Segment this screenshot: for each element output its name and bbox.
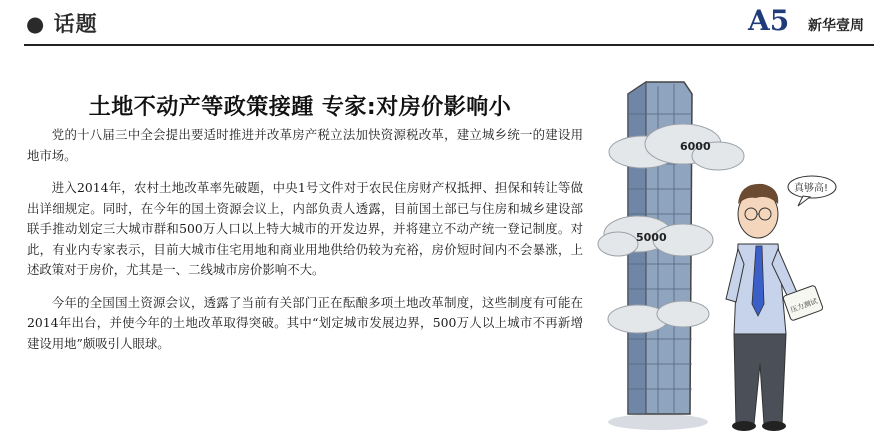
label-lower: 5000 [636, 231, 667, 244]
header-rule [24, 44, 874, 46]
label-upper: 6000 [680, 140, 711, 153]
speech-bubble [788, 176, 836, 206]
page-number: A5 [748, 4, 790, 37]
publication-name: 新华壹周 [808, 18, 864, 34]
paper-text: 压力测试 [789, 297, 819, 315]
article-paragraph-1: 党的十八届三中全会提出要适时推进并改革房产税立法加快资源税改革，建立城乡统一的建设用地市场。 [27, 127, 583, 163]
article-paragraph-2: 进入2014年，农村土地改革率先破题，中央1号文件对于农民住房财产权抵押、担保和转让等做出详细规定。同时，在今年的国土资源会议上，内部负责人透露，目前国土部已与住房和城乡建设部联手推动划定三大城市群和500万人口以上特大城市的开发边界，并将建立不动产统一登记制度。对此，有业内专家表示，目前大城市住宅用地和商业用地供给仍较为充裕，房价短时间内不会暴涨，上述政策对于房价，尤其是一、二线城市房价影响不大。 [27, 180, 583, 277]
speech-bubble-text: 真够高! [794, 183, 829, 194]
article-body [27, 125, 583, 366]
article-paragraph-3: 今年的全国国土资源会议，透露了当前有关部门正在酝酿多项土地改革制度，这些制度有可能在2014年出台，并使今年的土地改革取得突破。其中“划定城市发展边界，500万人以上城市不再新增建设用地”颇吸引人眼球。 [27, 294, 583, 351]
ground-shadow [608, 414, 708, 430]
page-header [0, 0, 880, 46]
article-headline: 土地不动产等政策接踵 专家:对房价影响小 [88, 94, 512, 120]
skyscraper-illustration [588, 64, 860, 436]
section-label: ● 话题 [26, 12, 98, 36]
